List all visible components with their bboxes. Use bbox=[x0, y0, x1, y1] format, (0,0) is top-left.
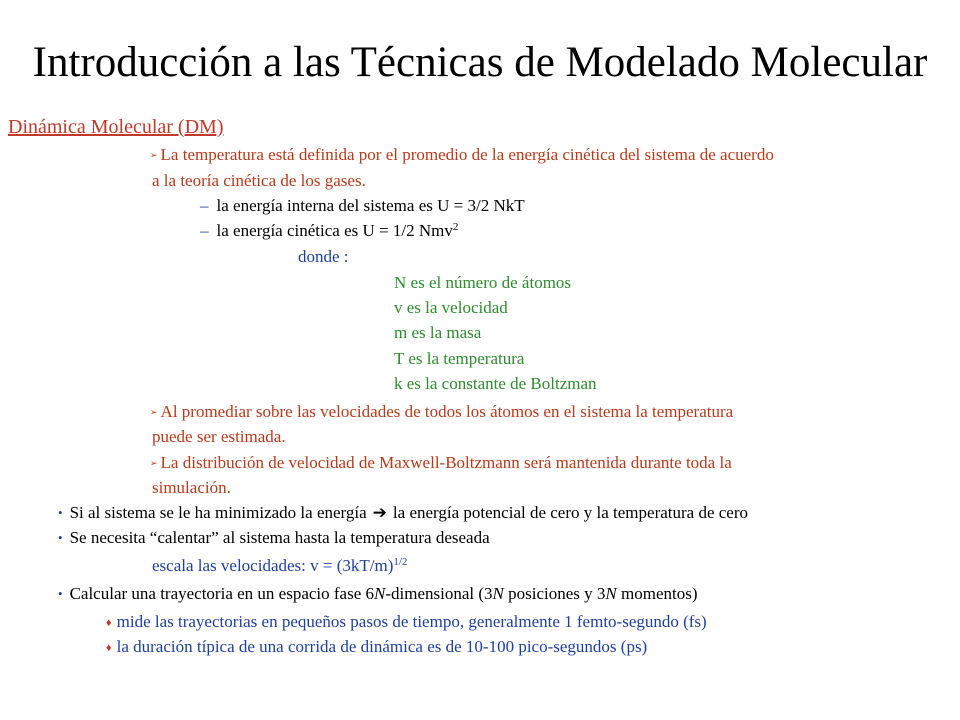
definition-item: k es la constante de Boltzman bbox=[394, 374, 597, 393]
diamond-bullet-icon: ♦ bbox=[106, 617, 112, 629]
page-title: Introducción a las Técnicas de Modelado Molecular bbox=[32, 39, 928, 86]
minimizado-item: • Si al sistema se le ha minimizado la energía ➔ la energía potencial de cero y la temperatura de cero bbox=[58, 503, 748, 522]
calentar-item: • Se necesita “calentar” al sistema hasta la temperatura deseada bbox=[58, 528, 490, 547]
subitem-duracion: ♦ la duración típica de una corrida de dinámica es de 10-100 pico-segundos (ps) bbox=[106, 637, 648, 656]
energy-internal: – la energía interna del sistema es U = 3/2 NkT bbox=[200, 196, 525, 215]
definition-item: T es la temperatura bbox=[394, 349, 525, 368]
definition-item: N es el número de átomos bbox=[394, 273, 572, 292]
definition-item: m es la masa bbox=[394, 323, 482, 342]
dot-bullet-icon: • bbox=[58, 505, 63, 520]
subitem-pasos: ♦ mide las trayectorias en pequeños pasos de tiempo, generalmente 1 femto-segundo (fs) bbox=[106, 612, 707, 631]
dash-bullet-icon: – bbox=[200, 221, 209, 240]
temp-def-line2: a la teoría cinética de los gases. bbox=[152, 171, 366, 190]
promedio-line1: ➢ Al promediar sobre las velocidades de todos los átomos en el sistema la temperatura bbox=[150, 402, 734, 421]
arrow-bullet-icon: ➢ bbox=[150, 407, 158, 417]
definition-item: v es la velocidad bbox=[394, 298, 508, 317]
maxwell-line2: simulación. bbox=[152, 478, 231, 497]
trayectoria-item: • Calcular una trayectoria en un espacio fase 6N-dimensional (3N posiciones y 3N momentos) bbox=[58, 584, 698, 603]
energy-kinetic: – la energía cinética es U = 1/2 Nmv$^2$ bbox=[200, 221, 459, 240]
diamond-bullet-icon: ♦ bbox=[106, 642, 112, 654]
temp-def-line1: ➢ La temperatura está definida por el promedio de la energía cinética del sistema de acuerdo bbox=[150, 145, 774, 164]
donde-label: donde : bbox=[298, 247, 349, 266]
dot-bullet-icon: • bbox=[58, 586, 63, 601]
escala-line: escala las velocidades: $v = (3kT/m)^{1/2}$ bbox=[152, 556, 408, 575]
dash-bullet-icon: – bbox=[200, 196, 209, 215]
maxwell-line1: ➢ La distribución de velocidad de Maxwell-Boltzmann será mantenida durante toda la bbox=[150, 453, 732, 472]
right-arrow-icon: ➔ bbox=[372, 503, 387, 522]
promedio-line2: puede ser estimada. bbox=[152, 427, 286, 446]
dot-bullet-icon: • bbox=[58, 530, 63, 545]
arrow-bullet-icon: ➢ bbox=[150, 458, 158, 468]
arrow-bullet-icon: ➢ bbox=[150, 150, 158, 160]
section-subtitle: Dinámica Molecular (DM) bbox=[8, 116, 224, 138]
